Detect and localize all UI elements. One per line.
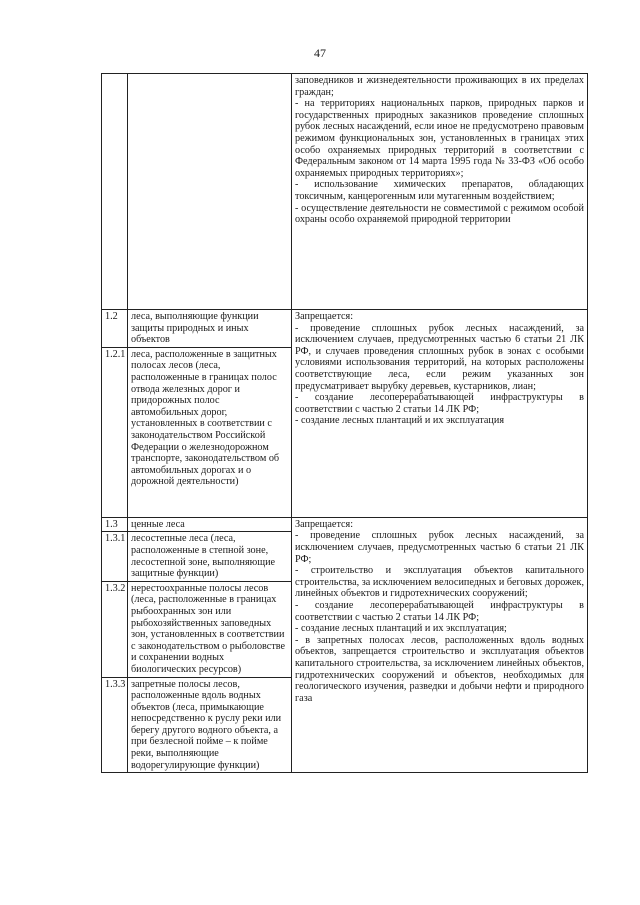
forest-category-cell: леса, расположенные в защитных полосах лесов (леса, расположенные в границах полос отвода железных дорог и придорожных полос автомобильных дорог, установленных в соответствии с законодательством Российской Федерации о железнодорожном транспорте, законодательством об автомобильных дорогах и о дорожной деятельности) [128,347,292,517]
forest-category-cell: леса, выполняющие функции защиты природных и иных объектов [128,310,292,348]
requirement-text: Запрещается: [295,311,354,322]
row-number-cell [102,74,128,310]
forest-category-cell [128,74,292,310]
table-row [102,310,588,348]
requirement-text: - проведение сплошных рубок лесных насаждений, за исключением случаев, предусмотренных частью 6 статьи 21 ЛК РФ; [295,530,584,565]
requirement-text: - проведение сплошных рубок лесных насаждений, за исключением случаев, предусмотренных частью 6 статьи 21 ЛК РФ, и случаев проведения сплошных рубок в зонах с особыми условиями использования территорий, на которых расположены соответствующие леса, если режим указанных зон предусматривает вырубку деревьев, кустарников, лиан; [295,322,584,392]
row-number-cell: 1.3.2 [102,581,128,677]
table-row [102,74,588,310]
requirement-text: - создание лесоперерабатывающей инфраструктуры в соответствии с частью 2 статьи 14 ЛК РФ; [295,392,584,415]
requirement-text: - создание лесных плантаций и их эксплуатация; [295,623,507,635]
requirement-text: - осуществление деятельности не совместимой с режимом особой охраны особо охраняемой природной территории [295,202,584,226]
row-number-cell: 1.2 [102,310,128,348]
requirement-text: Запрещается: [295,518,354,530]
forest-category-cell: нерестоохранные полосы лесов (леса, расположенные в границах рыбоохранных зон или рыбохозяйственных заповедных зон, установленных в соответствии с законодательством о рыболовстве и сохранении водных биологических ресурсов) [128,581,292,677]
requirements-cell [292,517,588,772]
forest-category-cell: лесостепные леса (леса, расположенные в степной зоне, лесостепной зоне, выполняющие защитные функции) [128,532,292,581]
table-row [102,517,588,532]
forest-category-cell: ценные леса [128,517,292,532]
row-number-cell: 1.3.3 [102,677,128,773]
requirement-text: - в запретных полосах лесов, расположенных вдоль водных объектов, запрещается строительство и эксплуатация объектов капитального строительства, за исключением линейных объектов, гидротехнических сооружений и объектов, необходимых для геологического изучения, разведки и добычи нефти и природного газа [295,634,584,704]
row-number-cell: 1.2.1 [102,347,128,517]
row-number-cell: 1.3.1 [102,532,128,581]
requirement-text: - использование химических препаратов, обладающих токсичным, канцерогенным или мутагенным воздействием; [295,179,584,202]
forest-category-cell: запретные полосы лесов, расположенные вдоль водных объектов (леса, примыкающие непосредственно к руслу реки или берегу другого водного объекта, а при безлесной пойме – к пойме реки, выполняющие водорегулирующие функции) [128,677,292,773]
requirements-cell [292,74,588,310]
page-number: 47 [314,46,326,60]
requirement-text: - строительство и эксплуатация объектов капитального строительства, за исключением велосипедных и беговых дорожек, линейных объектов и гидротехнических сооружений; [295,565,584,600]
requirement-text: - создание лесных плантаций и их эксплуатация [295,415,505,427]
requirement-text: - на территориях национальных парков, природных парков и государственных природных заказников проведение сплошных рубок лесных насаждений, если иное не предусмотрено правовым режимом функциональных зон, установленных в границах этих особо охраняемых природных территорий в соответствии с Федеральным законом от 14 марта 1995 года № 33-ФЗ «Об особо охраняемых природных территориях»; [295,98,584,179]
requirement-text: - создание лесоперерабатывающей инфраструктуры в соответствии с частью 2 статьи 14 ЛК РФ; [295,599,584,623]
requirements-cell [292,310,588,518]
row-number-cell: 1.3 [102,517,128,532]
regulations-table [101,73,588,773]
requirement-text: заповедников и жизнедеятельности проживающих в их пределах граждан; [295,75,584,98]
